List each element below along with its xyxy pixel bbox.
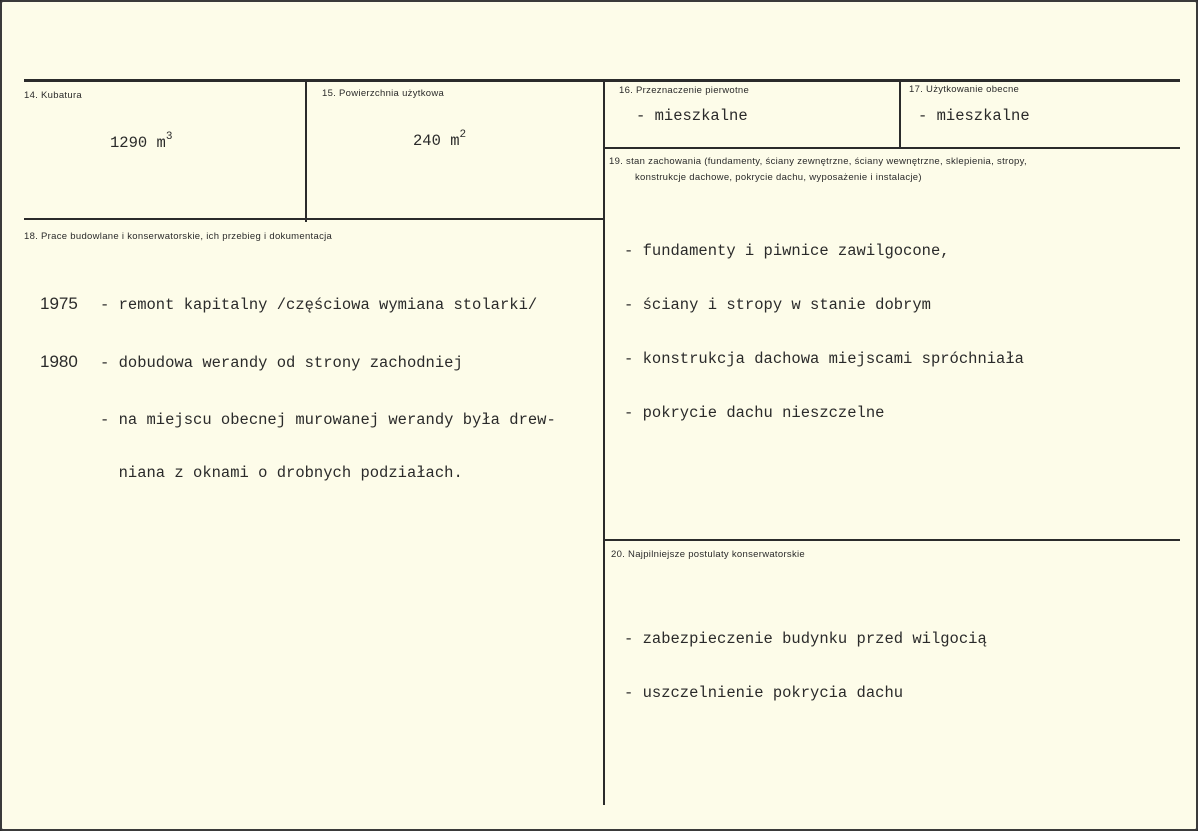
rule-above-20 xyxy=(604,539,1180,541)
entry-text: niana z oknami o drobnych podziałach. xyxy=(100,464,463,482)
postulate-item: - zabezpieczenie budynku przed wilgocią xyxy=(624,630,987,648)
field-15-value xyxy=(413,129,467,150)
field-16-value: - mieszkalne xyxy=(636,107,748,125)
divider-14-15 xyxy=(305,80,307,222)
field-14-label: 14. Kubatura xyxy=(24,90,83,101)
field-20-items xyxy=(624,594,987,738)
entry-row xyxy=(40,294,556,314)
condition-item: - pokrycie dachu nieszczelne xyxy=(624,404,885,422)
top-rule xyxy=(24,79,1180,82)
field-14-value xyxy=(110,131,173,152)
kubatura-value: 1290 m xyxy=(110,134,166,152)
kubatura-unit-exponent: 3 xyxy=(165,131,173,143)
entry-row xyxy=(40,352,556,372)
field-16-label: 16. Przeznaczenie pierwotne xyxy=(619,85,750,96)
entry-row xyxy=(40,465,556,482)
entry-text: - dobudowa werandy od strony zachodniej xyxy=(100,354,463,372)
center-vertical-rule xyxy=(603,80,605,805)
powierzchnia-value: 240 m xyxy=(413,132,460,150)
field-19-label-line2: konstrukcje dachowe, pokrycie dachu, wyposażenie i instalacje) xyxy=(635,172,922,183)
middle-rule-left xyxy=(24,218,604,220)
entry-text: - remont kapitalny /częściowa wymiana stolarki/ xyxy=(100,296,538,314)
field-17-label: 17. Użytkowanie obecne xyxy=(909,84,1020,95)
entry-year: 1975 xyxy=(40,294,78,313)
condition-item: - fundamenty i piwnice zawilgocone, xyxy=(624,242,950,260)
field-19-label-line1: 19. stan zachowania (fundamenty, ściany zewnętrzne, ściany wewnętrzne, sklepienia, stropy, xyxy=(609,156,1027,167)
postulate-item: - uszczelnienie pokrycia dachu xyxy=(624,684,904,702)
field-20-label: 20. Najpilniejsze postulaty konserwatorskie xyxy=(611,549,806,560)
entry-year: 1980 xyxy=(40,352,78,371)
field-18-label: 18. Prace budowlane i konserwatorskie, ich przebieg i dokumentacja xyxy=(24,231,333,242)
condition-item: - konstrukcja dachowa miejscami spróchniała xyxy=(624,350,1024,368)
rule-under-16-17 xyxy=(604,147,1180,149)
divider-16-17 xyxy=(899,80,901,148)
field-17-value: - mieszkalne xyxy=(918,107,1030,125)
entry-text: - na miejscu obecnej murowanej werandy była drew- xyxy=(100,411,556,429)
powierzchnia-unit-exponent: 2 xyxy=(459,129,467,141)
field-19-items xyxy=(624,206,1024,458)
condition-item: - ściany i stropy w stanie dobrym xyxy=(624,296,931,314)
field-15-label: 15. Powierzchnia użytkowa xyxy=(322,88,445,99)
entry-row xyxy=(40,412,556,429)
field-18-entries xyxy=(40,258,556,518)
